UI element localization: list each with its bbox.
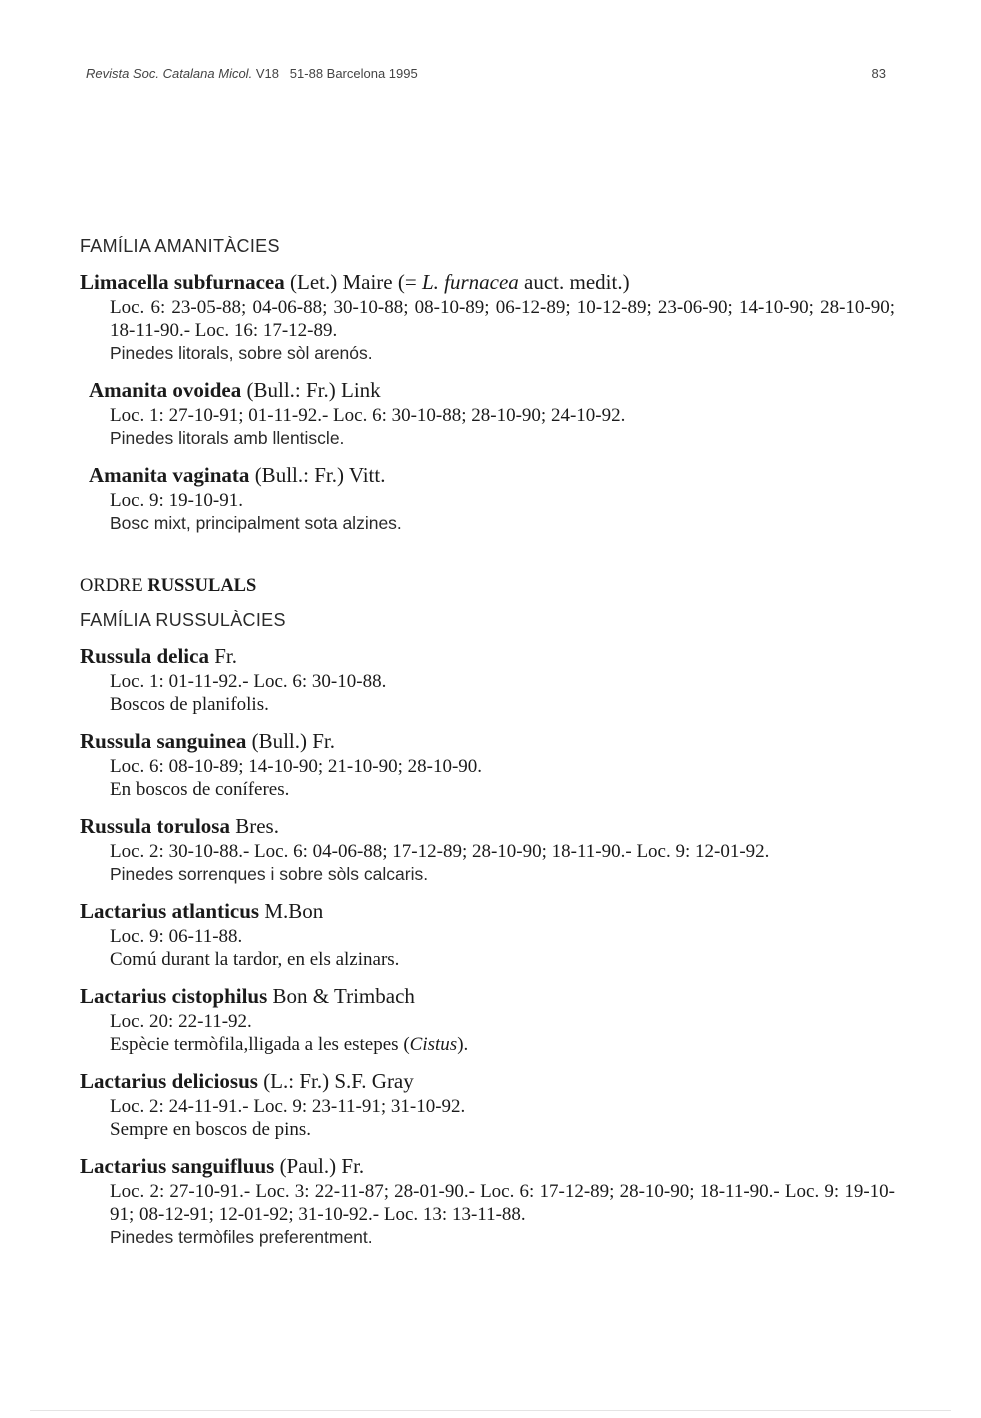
species-entry xyxy=(80,643,895,716)
species-title xyxy=(80,269,895,295)
species-name: Amanita ovoidea xyxy=(89,378,242,402)
species-name: Russula delica xyxy=(80,644,209,668)
species-title xyxy=(89,377,895,403)
species-entry xyxy=(80,898,895,971)
habitat: Pinedes litorals amb llentiscle. xyxy=(110,428,345,448)
species-title xyxy=(80,728,895,754)
habitat xyxy=(80,1033,895,1056)
genus-name: Cistus xyxy=(409,1034,458,1055)
habitat: Pinedes termòfiles preferentment. xyxy=(110,1227,373,1247)
species-author: (Bull.) Fr. xyxy=(246,729,336,753)
localities: Loc. 1: 01-11-92.- Loc. 6: 30-10-88. xyxy=(110,671,387,692)
habitat: Bosc mixt, principalment sota alzines. xyxy=(110,513,402,533)
page-number: 83 xyxy=(871,66,886,81)
species-name: Amanita vaginata xyxy=(89,463,250,487)
species-name: Limacella subfurnacea xyxy=(80,270,285,294)
localities: Loc. 2: 30-10-88.- Loc. 6: 04-06-88; 17-12-89; 28-10-90; 18-11-90.- Loc. 9: 12-01-92. xyxy=(110,841,770,862)
species-entry xyxy=(80,983,895,1056)
species-entry xyxy=(80,1068,895,1141)
species-author: Bon & Trimbach xyxy=(267,984,415,1008)
journal-title: Revista Soc. Catalana Micol. xyxy=(86,66,253,81)
synonym-name: L. furnacea xyxy=(421,270,519,294)
species-name: Lactarius atlanticus xyxy=(80,899,260,923)
species-author: (Bull.: Fr.) Vitt. xyxy=(249,463,386,487)
species-name: Lactarius cistophilus xyxy=(80,984,268,1008)
localities: Loc. 6: 23-05-88; 04-06-88; 30-10-88; 08-10-89; 06-12-89; 10-12-89; 23-06-90; 14-10-90; 28-10-90; 18-11-90.- Loc. 16: 17-12-89. xyxy=(110,297,895,341)
page-body xyxy=(80,235,895,1261)
species-entry xyxy=(80,377,895,450)
family-heading-amanitacies: FAMÍLIA AMANITÀCIES xyxy=(80,236,280,256)
species-author: (Bull.: Fr.) Link xyxy=(241,378,381,402)
species-entry xyxy=(80,728,895,801)
localities: Loc. 2: 24-11-91.- Loc. 9: 23-11-91; 31-10-92. xyxy=(110,1096,466,1117)
species-title xyxy=(89,462,895,488)
species-author-tail: auct. medit.) xyxy=(518,270,630,294)
species-author: (Let.) Maire (= xyxy=(284,270,422,294)
order-heading xyxy=(80,575,895,598)
species-name: Lactarius deliciosus xyxy=(80,1069,258,1093)
localities: Loc. 9: 19-10-91. xyxy=(110,490,243,511)
running-header xyxy=(86,66,886,81)
volume: V18 xyxy=(255,66,279,81)
species-entry xyxy=(80,1153,895,1249)
species-name: Lactarius sanguifluus xyxy=(80,1154,275,1178)
habitat-text: Espècie termòfila,lligada a les estepes ( xyxy=(110,1034,410,1055)
localities: Loc. 20: 22-11-92. xyxy=(110,1011,252,1032)
species-title xyxy=(80,643,895,669)
species-entry xyxy=(80,462,895,535)
species-name: Russula torulosa xyxy=(80,814,230,838)
localities: Loc. 2: 27-10-91.- Loc. 3: 22-11-87; 28-01-90.- Loc. 6: 17-12-89; 28-10-90; 18-11-90.- Loc. 9: 19-10-91; 08-12-91; 12-01-92; 31-10-92.- Loc. 13: 13-11-88. xyxy=(110,1181,895,1225)
habitat: Comú durant la tardor, en els alzinars. xyxy=(110,949,400,970)
localities: Loc. 9: 06-11-88. xyxy=(110,926,243,947)
species-name: Russula sanguinea xyxy=(80,729,247,753)
habitat: Pinedes sorrenques i sobre sòls calcaris. xyxy=(110,864,429,884)
habitat-text-tail: ). xyxy=(457,1034,469,1055)
species-title xyxy=(80,898,895,924)
habitat: Pinedes litorals, sobre sòl arenós. xyxy=(110,343,373,363)
species-author: (L.: Fr.) S.F. Gray xyxy=(257,1069,414,1093)
order-prefix: ORDRE xyxy=(80,576,148,596)
pages-city-year: 51-88 Barcelona 1995 xyxy=(289,66,418,81)
species-title xyxy=(80,983,895,1009)
order-name: RUSSULALS xyxy=(147,576,257,596)
localities: Loc. 1: 27-10-91; 01-11-92.- Loc. 6: 30-10-88; 28-10-90; 24-10-92. xyxy=(110,405,626,426)
habitat: Boscos de planifolis. xyxy=(110,694,269,715)
species-author: M.Bon xyxy=(259,899,324,923)
species-title xyxy=(80,1153,895,1179)
species-title xyxy=(80,1068,895,1094)
species-title xyxy=(80,813,895,839)
habitat: En boscos de coníferes. xyxy=(110,779,290,800)
habitat: Sempre en boscos de pins. xyxy=(110,1119,312,1140)
species-entry xyxy=(80,269,895,365)
localities: Loc. 6: 08-10-89; 14-10-90; 21-10-90; 28-10-90. xyxy=(110,756,483,777)
family-heading-russulacies: FAMÍLIA RUSSULÀCIES xyxy=(80,610,286,630)
species-author: Bres. xyxy=(229,814,279,838)
page-bottom-rule xyxy=(30,1410,951,1411)
species-entry xyxy=(80,813,895,886)
species-author: (Paul.) Fr. xyxy=(274,1154,365,1178)
species-author: Fr. xyxy=(208,644,237,668)
